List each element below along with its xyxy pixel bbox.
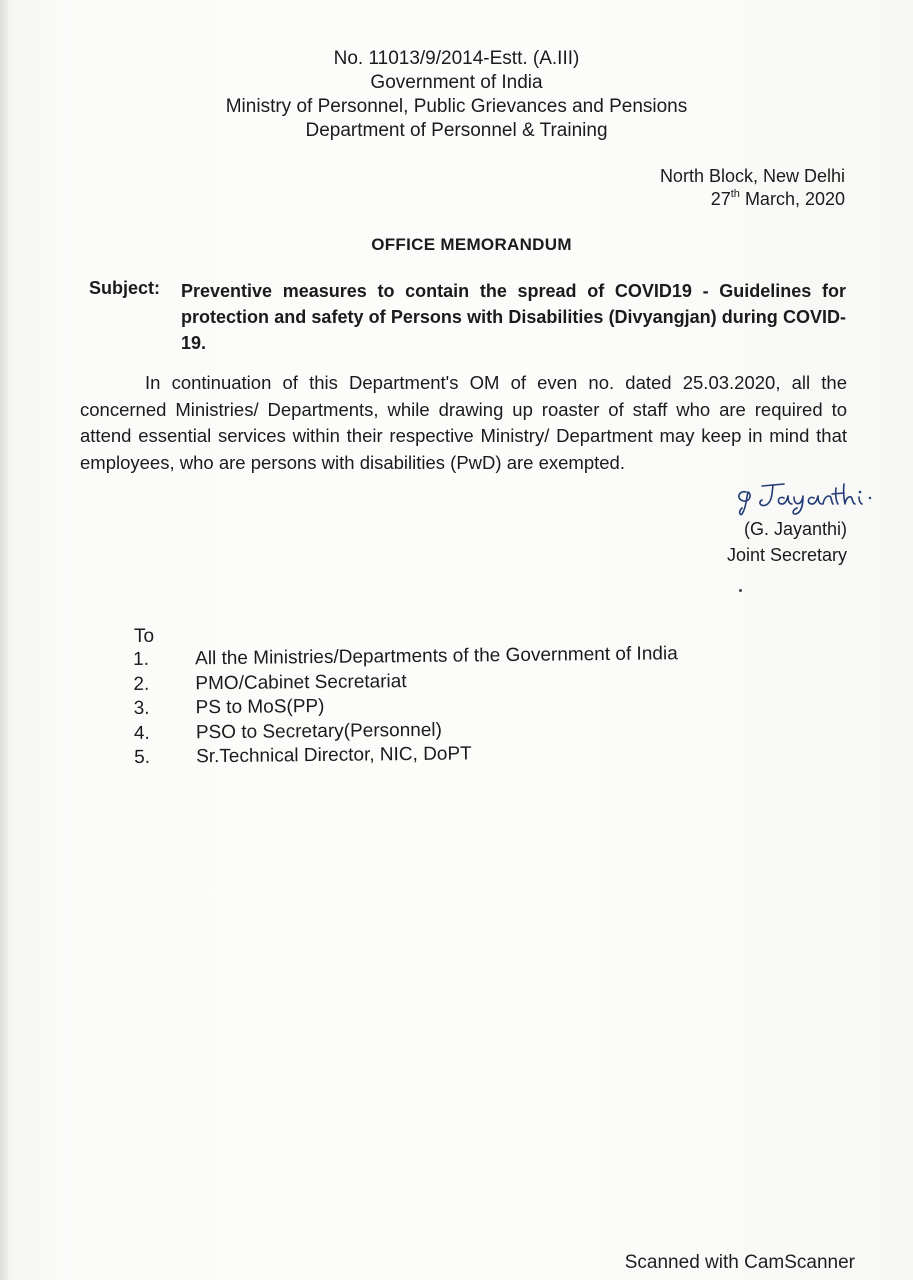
list-text: PSO to Secretary(Personnel) [195, 719, 443, 743]
date-suffix: th [730, 188, 740, 200]
handwritten-signature [732, 474, 892, 518]
list-number: 1. [133, 648, 150, 670]
list-text: PMO/Cabinet Secretariat [195, 670, 407, 694]
subject-label: Subject: [89, 278, 161, 298]
list-item [129, 740, 749, 771]
distribution-list [128, 642, 749, 771]
date-day: 27 [710, 189, 731, 209]
list-text: Sr.Technical Director, NIC, DoPT [196, 743, 472, 768]
government-line: Government of India [370, 72, 543, 93]
list-number: 5. [134, 746, 151, 768]
subject-text: Preventive measures to contain the spread of COVID19 - Guidelines for protection and safety of Persons with Disabilities (Divyangjan) during COVID-19. [181, 281, 846, 353]
memo-title: OFFICE MEMORANDUM [371, 235, 572, 254]
body-paragraph: In continuation of this Department's OM of even no. dated 25.03.2020, all the concerned Ministries/ Departments, while drawing up roaster of staff who are required to attend essential services within their respective Ministry/ Department may keep in mind that employees, who are persons with disabilities (PwD) are exempted. [80, 372, 847, 473]
list-text: PS to MoS(PP) [195, 695, 325, 719]
stray-mark [739, 589, 742, 592]
department-line: Department of Personnel & Training [305, 120, 608, 141]
scanner-watermark: Scanned with CamScanner [624, 1252, 855, 1273]
list-number: 3. [133, 697, 150, 719]
list-text: All the Ministries/Departments of the Government of India [195, 643, 678, 670]
signatory-designation: Joint Secretary [726, 545, 847, 565]
ministry-line: Ministry of Personnel, Public Grievances and Pensions [225, 96, 688, 117]
list-number: 2. [133, 673, 150, 695]
reference-number: No. 11013/9/2014-Estt. (A.III) [333, 48, 580, 69]
list-number: 4. [133, 722, 150, 744]
place-line: North Block, New Delhi [659, 166, 845, 186]
date-month-year: March, 2020 [739, 189, 845, 209]
to-label: To [134, 626, 155, 647]
signatory-name: (G. Jayanthi) [743, 519, 847, 539]
date-line [711, 188, 845, 210]
